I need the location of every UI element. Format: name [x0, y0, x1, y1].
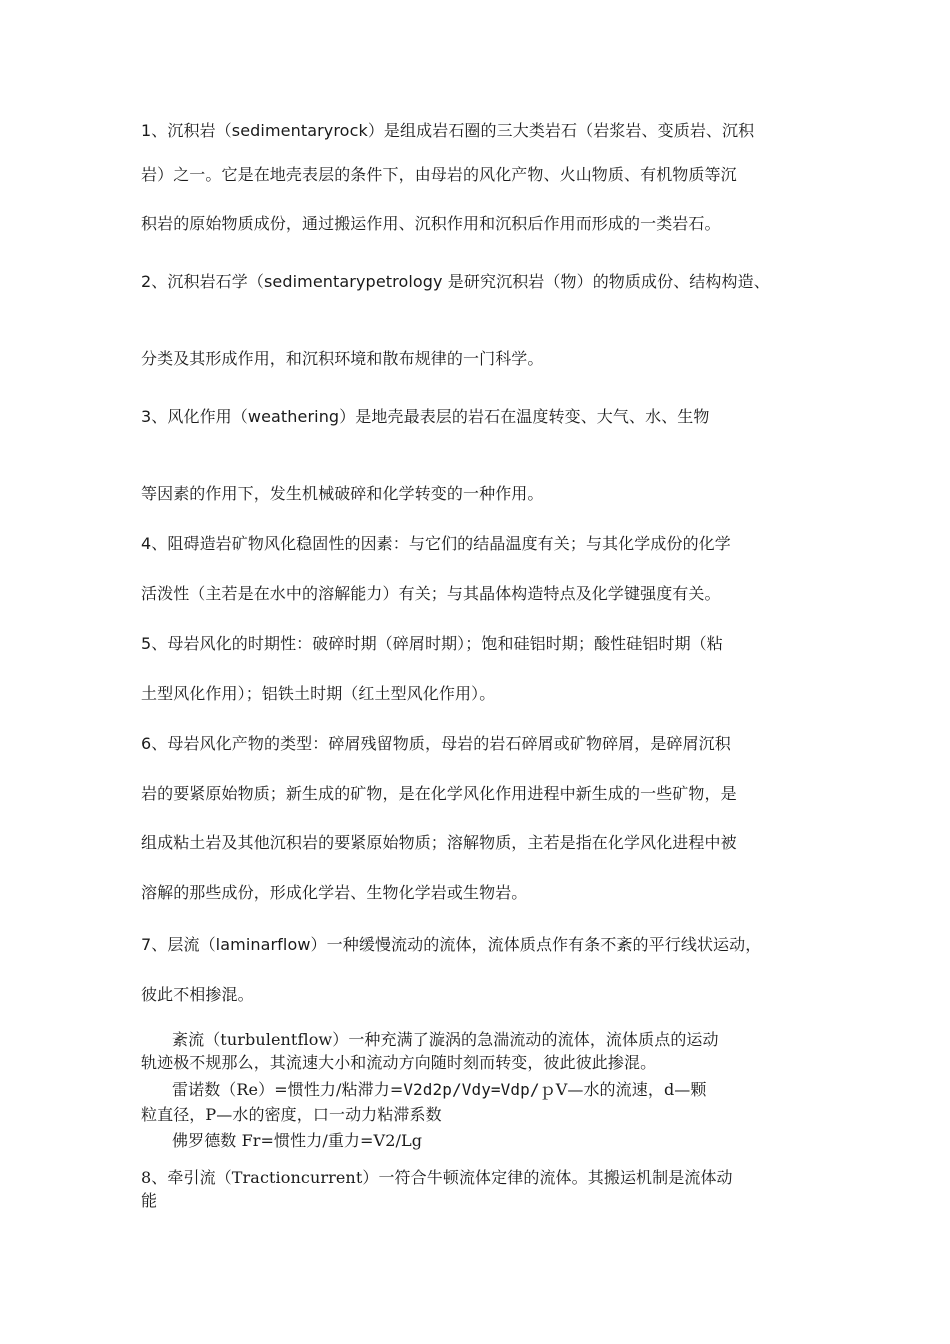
paragraph-7-line-1: 7、层流（laminarflow）一种缓慢流动的流体，流体质点作有条不紊的平行线状运动，	[141, 935, 762, 954]
paragraph-10-line-1: 佛罗德数 Fr=惯性力/重力=V2/Lg	[172, 1131, 423, 1150]
paragraph-2-line-2: 分类及其形成作用，和沉积环境和散布规律的一门科学。	[141, 349, 544, 368]
paragraph-1-line-1: 1、沉积岩（sedimentaryrock）是组成岩石圈的三大类岩石（岩浆岩、变质岩、沉积	[141, 121, 755, 140]
paragraph-3-line-1: 3、风化作用（weathering）是地壳最表层的岩石在温度转变、大气、水、生物	[141, 407, 710, 426]
reynolds-formula-expression: V2d2p/Vdy=Vdp/	[403, 1080, 540, 1099]
paragraph-9-line-1	[172, 1080, 707, 1100]
paragraph-8-line-1: 紊流（turbulentflow）一种充满了漩涡的急湍流动的流体，流体质点的运动	[172, 1030, 719, 1049]
paragraph-11-line-2: 能	[141, 1191, 158, 1210]
reynolds-formula-prefix: 雷诺数（Re）=惯性力/粘滞力=	[172, 1080, 404, 1099]
paragraph-4-line-1: 4、阻碍造岩矿物风化稳固性的因素：与它们的结晶温度有关；与其化学成份的化学	[141, 534, 731, 553]
paragraph-5-line-1: 5、母岩风化的时期性：破碎时期（碎屑时期）；饱和硅铝时期；酸性硅铝时期（粘	[141, 634, 723, 653]
paragraph-1-line-2: 岩）之一。它是在地壳表层的条件下，由母岩的风化产物、火山物质、有机物质等沉	[141, 165, 737, 184]
paragraph-4-line-2: 活泼性（主若是在水中的溶解能力）有关；与其晶体构造特点及化学键强度有关。	[141, 584, 721, 603]
paragraph-7-line-2: 彼此不相掺混。	[141, 985, 254, 1004]
paragraph-6-line-4: 溶解的那些成份，形成化学岩、生物化学岩或生物岩。	[141, 883, 528, 902]
paragraph-6-line-3: 组成粘土岩及其他沉积岩的要紧原始物质；溶解物质，主若是指在化学风化进程中被	[141, 833, 737, 852]
paragraph-1-line-3: 积岩的原始物质成份，通过搬运作用、沉积作用和沉积后作用而形成的一类岩石。	[141, 214, 721, 233]
paragraph-5-line-2: 土型风化作用）；铝铁土时期（红土型风化作用）。	[141, 684, 496, 703]
paragraph-9-line-2: 粒直径，P—水的密度，口一动力粘滞系数	[141, 1105, 442, 1124]
paragraph-3-line-2: 等因素的作用下，发生机械破碎和化学转变的一种作用。	[141, 484, 544, 503]
paragraph-2-line-1: 2、沉积岩石学（sedimentarypetrology 是研究沉积岩（物）的物质成份、结构构造、	[141, 272, 770, 291]
paragraph-11-line-1: 8、牵引流（Tractioncurrent）一符合牛顿流体定律的流体。其搬运机制是流体动	[141, 1168, 733, 1187]
paragraph-6-line-1: 6、母岩风化产物的类型：碎屑残留物质，母岩的岩石碎屑或矿物碎屑，是碎屑沉积	[141, 734, 731, 753]
paragraph-8-line-2: 轨迹极不规那么，其流速大小和流动方向随时刻而转变，彼此彼此掺混。	[141, 1053, 657, 1072]
paragraph-6-line-2: 岩的要紧原始物质；新生成的矿物，是在化学风化作用进程中新生成的一些矿物，是	[141, 784, 737, 803]
reynolds-formula-suffix: ｐV—水的流速，d—颗	[539, 1080, 707, 1099]
